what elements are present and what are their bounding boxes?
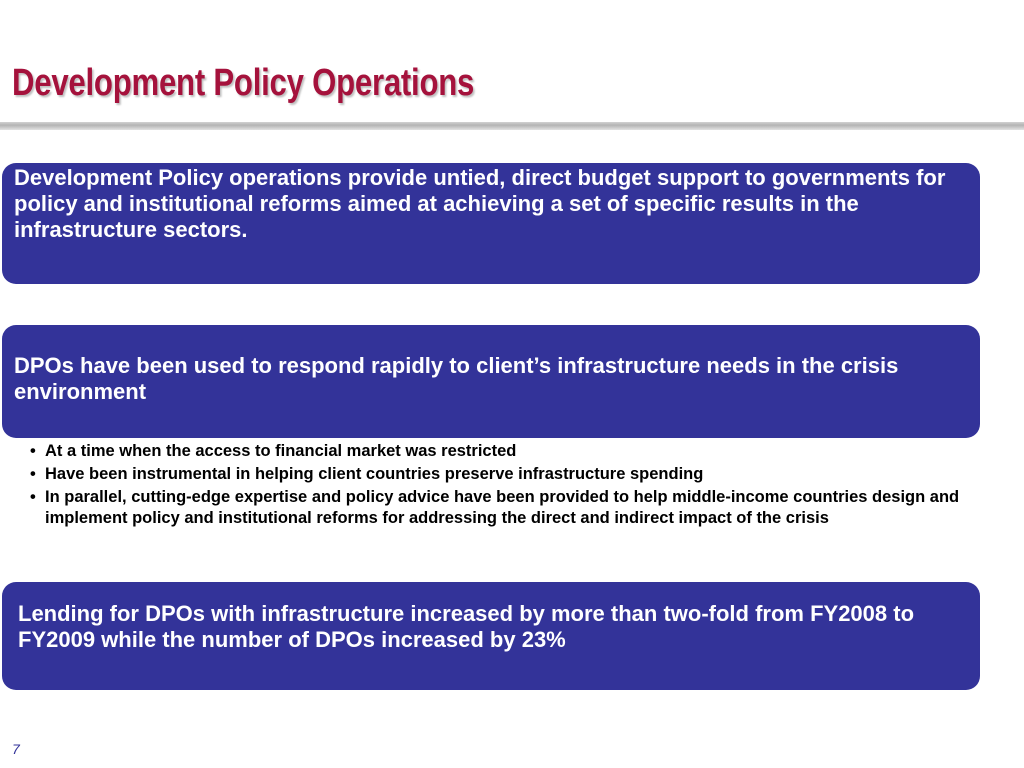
list-item — [30, 441, 960, 462]
definition-panel — [2, 163, 980, 284]
bullet-icon: • — [30, 488, 36, 506]
bullet-icon: • — [30, 442, 36, 460]
crisis-response-panel — [2, 325, 980, 438]
list-item — [30, 487, 960, 529]
bullet-text: Have been instrumental in helping client countries preserve infrastructure spending — [45, 465, 704, 483]
title-divider — [0, 122, 1024, 130]
lending-growth-panel — [2, 582, 980, 690]
bullet-text: At a time when the access to financial market was restricted — [45, 442, 517, 460]
bullet-text: In parallel, cutting-edge expertise and policy advice have been provided to help middle-income countries design and implement policy and institutional reforms for addressing the direct and indirect impact of the crisis — [45, 488, 960, 527]
page-number: 7 — [12, 741, 20, 757]
crisis-response-text: DPOs have been used to respond rapidly to client’s infrastructure needs in the crisis environment — [14, 353, 899, 404]
definition-text: Development Policy operations provide untied, direct budget support to governments for policy and institutional reforms aimed at achieving a set of specific results in the infrastructure sectors. — [14, 165, 946, 242]
bullet-list — [30, 441, 960, 531]
list-item — [30, 464, 960, 485]
bullet-icon: • — [30, 465, 36, 483]
lending-growth-text: Lending for DPOs with infrastructure increased by more than two-fold from FY2008 to FY2009 while the number of DPOs increased by 23% — [18, 601, 915, 652]
slide-title: Development Policy Operations — [12, 62, 475, 104]
